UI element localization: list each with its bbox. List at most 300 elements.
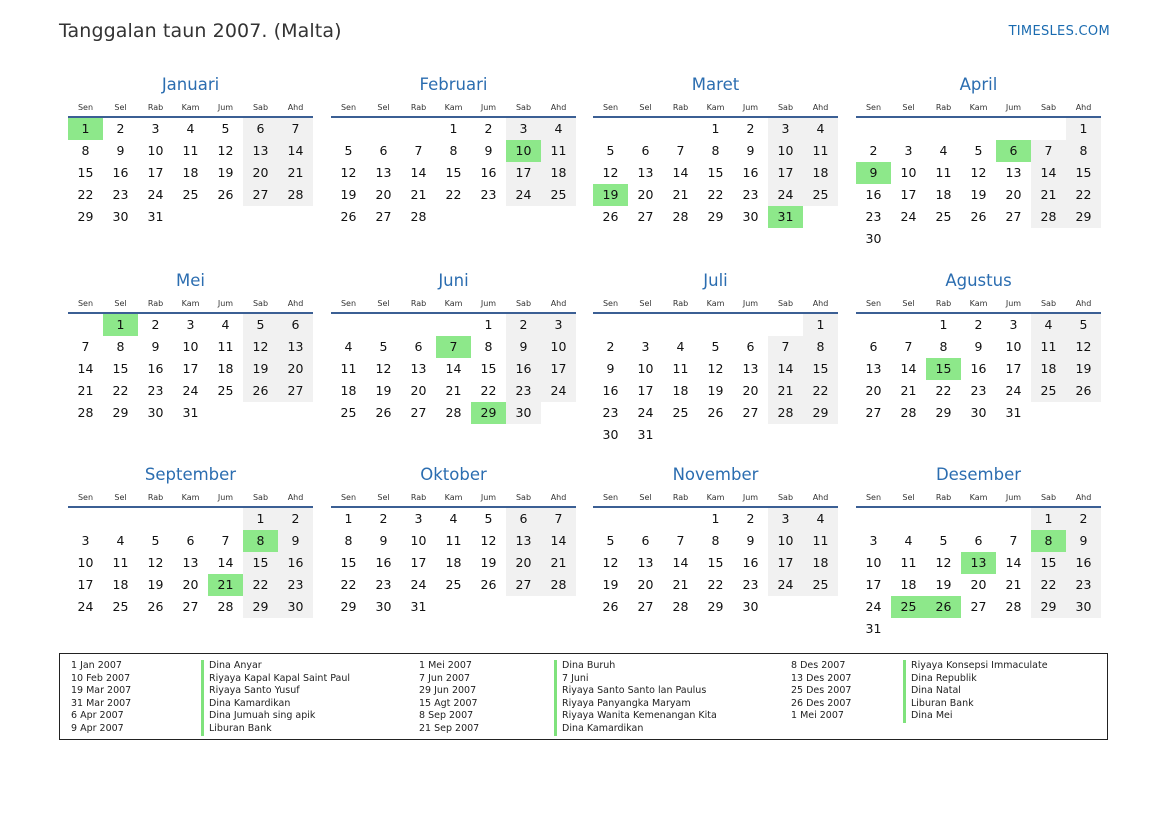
month-title: Januari	[161, 75, 220, 94]
month-title: April	[959, 75, 998, 94]
day-cell: 19	[602, 577, 619, 592]
day-cell: 11	[900, 555, 917, 570]
day-cell: 30	[375, 599, 392, 614]
weekend-day-cell: 24	[768, 184, 803, 206]
day-cell: 8	[711, 143, 720, 158]
day-cell: 24	[182, 383, 199, 398]
day-cell: 26	[147, 599, 164, 614]
day-cell: 18	[112, 577, 129, 592]
weekday-header	[856, 489, 1101, 508]
holiday-list	[59, 653, 1108, 740]
day-cell: 20	[410, 383, 427, 398]
holiday-name: Dina Republik	[903, 673, 1048, 686]
day-cell: 21	[672, 187, 689, 202]
month-agustus	[856, 270, 1101, 424]
day-grid	[331, 314, 576, 424]
holiday-name: Liburan Bank	[201, 723, 350, 736]
empty-cell	[698, 314, 733, 336]
weekday-label: Ahd	[812, 299, 829, 308]
weekend-day-cell: 30	[506, 402, 541, 424]
day-cell: 26	[217, 187, 234, 202]
weekend-day-cell: 22	[243, 574, 278, 596]
weekday-label: Sab	[252, 493, 269, 502]
day-cell: 10	[1005, 339, 1022, 354]
holiday-name: Liburan Bank	[903, 698, 1048, 711]
weekday-label: Sen	[340, 493, 357, 502]
empty-cell	[138, 508, 173, 530]
weekday-label: Sen	[865, 103, 882, 112]
day-cell: 31	[182, 405, 199, 420]
day-cell: 10	[77, 555, 94, 570]
weekend-day-cell: 7	[768, 336, 803, 358]
day-cell: 30	[742, 599, 759, 614]
weekday-label: Sen	[77, 493, 94, 502]
empty-cell	[996, 118, 1031, 140]
weekday-label: Rab	[147, 299, 164, 308]
day-cell: 21	[445, 383, 462, 398]
weekday-label: Sen	[865, 299, 882, 308]
holiday-day-cell: 25	[891, 596, 926, 618]
weekday-label: Ahd	[1075, 299, 1092, 308]
weekend-day-cell: 1	[803, 314, 838, 336]
day-cell: 19	[340, 187, 357, 202]
weekend-day-cell: 18	[803, 552, 838, 574]
day-cell: 28	[77, 405, 94, 420]
holiday-day-cell: 31	[768, 206, 803, 228]
day-cell: 4	[221, 317, 230, 332]
weekend-day-cell: 2	[278, 508, 313, 530]
holiday-date: 1 Jan 2007	[71, 660, 122, 671]
day-cell: 23	[970, 383, 987, 398]
month-oktober	[331, 464, 576, 618]
day-cell: 15	[445, 165, 462, 180]
month-title: Oktober	[420, 465, 487, 484]
day-cell: 6	[186, 533, 195, 548]
day-cell: 14	[410, 165, 427, 180]
weekend-day-cell: 13	[243, 140, 278, 162]
holiday-dates-column-2	[419, 660, 479, 736]
weekday-label: Sen	[602, 493, 619, 502]
day-cell: 2	[746, 121, 755, 136]
day-cell: 3	[869, 533, 878, 548]
weekday-header	[856, 99, 1101, 118]
day-cell: 1	[711, 121, 720, 136]
weekend-day-cell: 27	[506, 574, 541, 596]
weekend-day-cell: 21	[541, 552, 576, 574]
day-cell: 9	[379, 533, 388, 548]
day-cell: 28	[445, 405, 462, 420]
weekend-day-cell: 29	[803, 402, 838, 424]
weekend-day-cell: 27	[243, 184, 278, 206]
day-cell: 11	[112, 555, 129, 570]
empty-cell	[401, 118, 436, 140]
weekday-label: Sel	[114, 103, 127, 112]
holiday-date: 26 Des 2007	[791, 697, 852, 709]
weekday-label: Sel	[377, 103, 390, 112]
day-cell: 24	[147, 187, 164, 202]
weekday-label: Sen	[340, 103, 357, 112]
day-cell: 5	[221, 121, 230, 136]
empty-cell	[996, 508, 1031, 530]
holiday-dates-column-1	[71, 660, 131, 736]
day-cell: 15	[707, 555, 724, 570]
holiday-name: Riyaya Santo Santo lan Paulus	[554, 685, 717, 698]
weekday-label: Sel	[902, 103, 915, 112]
day-grid	[331, 118, 576, 228]
day-cell: 29	[707, 599, 724, 614]
weekday-label: Sab	[1040, 299, 1057, 308]
holiday-day-cell: 15	[926, 358, 961, 380]
weekend-day-cell: 27	[278, 380, 313, 402]
weekday-label: Rab	[410, 493, 427, 502]
day-cell: 1	[449, 121, 458, 136]
day-cell: 15	[707, 165, 724, 180]
empty-cell	[208, 508, 243, 530]
weekend-day-cell: 5	[243, 314, 278, 336]
empty-cell	[961, 508, 996, 530]
weekend-day-cell: 29	[1031, 596, 1066, 618]
empty-cell	[366, 118, 401, 140]
weekday-label: Sab	[777, 299, 794, 308]
weekday-header	[68, 489, 313, 508]
weekday-label: Jum	[742, 299, 759, 308]
weekend-day-cell: 25	[541, 184, 576, 206]
holiday-day-cell: 8	[1031, 530, 1066, 552]
day-cell: 13	[1005, 165, 1022, 180]
weekend-day-cell: 12	[243, 336, 278, 358]
weekday-label: Rab	[935, 103, 952, 112]
empty-cell	[768, 314, 803, 336]
day-cell: 25	[112, 599, 129, 614]
day-cell: 24	[865, 599, 882, 614]
weekday-label: Kam	[969, 299, 988, 308]
weekend-day-cell: 19	[1066, 358, 1101, 380]
brand-link[interactable]: TIMESLES.COM	[1008, 24, 1110, 39]
day-grid	[593, 118, 838, 228]
day-cell: 12	[375, 361, 392, 376]
weekday-label: Sab	[515, 103, 532, 112]
weekend-day-cell: 15	[1066, 162, 1101, 184]
month-title: Agustus	[945, 271, 1012, 290]
holiday-name: Dina Mei	[903, 710, 1048, 723]
day-cell: 6	[414, 339, 423, 354]
day-cell: 27	[742, 405, 759, 420]
day-cell: 4	[939, 143, 948, 158]
day-cell: 19	[480, 555, 497, 570]
day-cell: 11	[340, 361, 357, 376]
weekend-day-cell: 25	[1031, 380, 1066, 402]
month-november	[593, 464, 838, 618]
day-cell: 4	[676, 339, 685, 354]
day-cell: 27	[970, 599, 987, 614]
day-cell: 7	[414, 143, 423, 158]
month-mei	[68, 270, 313, 424]
day-cell: 9	[974, 339, 983, 354]
month-title: Maret	[691, 75, 740, 94]
day-cell: 27	[182, 599, 199, 614]
day-cell: 16	[480, 165, 497, 180]
empty-cell	[733, 314, 768, 336]
day-cell: 3	[186, 317, 195, 332]
month-maret	[593, 74, 838, 228]
weekday-label: Jum	[480, 103, 497, 112]
day-cell: 28	[1005, 599, 1022, 614]
day-cell: 11	[935, 165, 952, 180]
weekend-day-cell: 30	[1066, 596, 1101, 618]
day-cell: 7	[904, 339, 913, 354]
weekend-day-cell: 23	[1066, 574, 1101, 596]
holiday-dates-column-3	[791, 660, 851, 723]
weekday-label: Jum	[217, 103, 234, 112]
day-cell: 30	[112, 209, 129, 224]
day-cell: 17	[147, 165, 164, 180]
day-cell: 31	[410, 599, 427, 614]
weekend-day-cell: 17	[768, 552, 803, 574]
day-cell: 27	[637, 209, 654, 224]
weekday-label: Kam	[969, 493, 988, 502]
day-cell: 13	[410, 361, 427, 376]
day-cell: 9	[606, 361, 615, 376]
day-cell: 16	[147, 361, 164, 376]
weekend-day-cell: 7	[1031, 140, 1066, 162]
empty-cell	[856, 118, 891, 140]
day-cell: 24	[77, 599, 94, 614]
empty-cell	[593, 508, 628, 530]
weekday-label: Sen	[602, 103, 619, 112]
day-cell: 8	[484, 339, 493, 354]
month-februari	[331, 74, 576, 228]
weekend-day-cell: 12	[1066, 336, 1101, 358]
day-cell: 14	[672, 165, 689, 180]
holiday-date: 29 Jun 2007	[419, 685, 477, 697]
day-cell: 11	[182, 143, 199, 158]
weekend-day-cell: 6	[278, 314, 313, 336]
weekend-day-cell: 9	[1066, 530, 1101, 552]
day-cell: 14	[445, 361, 462, 376]
holiday-day-cell: 7	[436, 336, 471, 358]
day-cell: 10	[182, 339, 199, 354]
weekend-day-cell: 2	[1066, 508, 1101, 530]
day-cell: 18	[217, 361, 234, 376]
day-cell: 2	[746, 511, 755, 526]
day-cell: 1	[939, 317, 948, 332]
day-cell: 11	[217, 339, 234, 354]
weekend-day-cell: 6	[506, 508, 541, 530]
day-cell: 16	[970, 361, 987, 376]
day-cell: 28	[410, 209, 427, 224]
weekend-day-cell: 25	[803, 184, 838, 206]
holiday-date: 31 Mar 2007	[71, 697, 132, 709]
day-cell: 3	[81, 533, 90, 548]
day-cell: 14	[77, 361, 94, 376]
day-cell: 25	[182, 187, 199, 202]
holiday-day-cell: 1	[68, 118, 103, 140]
holiday-name: 7 Juni	[554, 673, 717, 686]
weekday-label: Jum	[217, 299, 234, 308]
day-cell: 17	[182, 361, 199, 376]
weekday-label: Kam	[706, 493, 725, 502]
empty-cell	[401, 314, 436, 336]
weekend-day-cell: 16	[278, 552, 313, 574]
weekend-day-cell: 10	[768, 140, 803, 162]
weekend-day-cell: 22	[803, 380, 838, 402]
weekend-day-cell: 13	[278, 336, 313, 358]
day-cell: 15	[112, 361, 129, 376]
month-title: November	[672, 465, 759, 484]
day-cell: 5	[606, 143, 615, 158]
weekday-header	[593, 295, 838, 314]
weekend-day-cell: 21	[1031, 184, 1066, 206]
weekend-day-cell: 14	[278, 140, 313, 162]
weekday-label: Sen	[865, 493, 882, 502]
day-cell: 12	[480, 533, 497, 548]
day-cell: 22	[77, 187, 94, 202]
day-cell: 13	[742, 361, 759, 376]
month-title: Juni	[438, 271, 469, 290]
holiday-day-cell: 19	[593, 184, 628, 206]
day-cell: 31	[1005, 405, 1022, 420]
weekend-day-cell: 24	[768, 574, 803, 596]
day-cell: 7	[676, 143, 685, 158]
day-cell: 5	[379, 339, 388, 354]
day-cell: 24	[900, 209, 917, 224]
day-cell: 5	[711, 339, 720, 354]
day-cell: 12	[340, 165, 357, 180]
day-cell: 22	[340, 577, 357, 592]
weekend-day-cell: 11	[803, 530, 838, 552]
day-cell: 8	[711, 533, 720, 548]
day-cell: 10	[637, 361, 654, 376]
day-cell: 8	[81, 143, 90, 158]
weekday-label: Sel	[114, 493, 127, 502]
holiday-date: 1 Mei 2007	[791, 710, 844, 722]
day-cell: 23	[602, 405, 619, 420]
day-cell: 21	[77, 383, 94, 398]
weekday-label: Sel	[377, 493, 390, 502]
weekend-day-cell: 18	[803, 162, 838, 184]
day-cell: 12	[147, 555, 164, 570]
weekend-day-cell: 13	[506, 530, 541, 552]
weekday-label: Rab	[672, 299, 689, 308]
weekday-label: Sab	[1040, 493, 1057, 502]
day-cell: 4	[449, 511, 458, 526]
weekend-day-cell: 1	[243, 508, 278, 530]
day-cell: 30	[865, 231, 882, 246]
day-cell: 16	[742, 555, 759, 570]
day-cell: 26	[707, 405, 724, 420]
month-desember	[856, 464, 1101, 640]
weekday-label: Rab	[672, 103, 689, 112]
holiday-date: 8 Sep 2007	[419, 710, 474, 722]
weekday-label: Sab	[1040, 103, 1057, 112]
weekend-day-cell: 20	[506, 552, 541, 574]
holiday-date: 9 Apr 2007	[71, 722, 124, 734]
holiday-name: Riyaya Wanita Kemenangan Kita	[554, 710, 717, 723]
weekend-day-cell: 26	[1066, 380, 1101, 402]
day-cell: 22	[935, 383, 952, 398]
weekend-day-cell: 11	[541, 140, 576, 162]
month-title: Desember	[935, 465, 1022, 484]
day-cell: 15	[77, 165, 94, 180]
day-cell: 8	[449, 143, 458, 158]
weekend-day-cell: 6	[243, 118, 278, 140]
weekend-day-cell: 9	[506, 336, 541, 358]
day-cell: 26	[375, 405, 392, 420]
holiday-name: Dina Kamardikan	[201, 698, 350, 711]
day-cell: 31	[865, 621, 882, 636]
weekend-day-cell: 14	[1031, 162, 1066, 184]
weekday-label: Rab	[935, 299, 952, 308]
day-cell: 22	[480, 383, 497, 398]
day-cell: 4	[186, 121, 195, 136]
empty-cell	[103, 508, 138, 530]
holiday-name: Dina Anyar	[201, 660, 350, 673]
day-cell: 29	[707, 209, 724, 224]
day-cell: 25	[672, 405, 689, 420]
day-cell: 3	[904, 143, 913, 158]
empty-cell	[68, 508, 103, 530]
weekday-label: Sab	[777, 103, 794, 112]
day-cell: 7	[676, 533, 685, 548]
day-cell: 18	[445, 555, 462, 570]
day-cell: 26	[970, 209, 987, 224]
holiday-name: Riyaya Panyangka Maryam	[554, 698, 717, 711]
holiday-name: Riyaya Konsepsi Immaculate	[903, 660, 1048, 673]
day-cell: 23	[865, 209, 882, 224]
day-cell: 17	[1005, 361, 1022, 376]
weekend-day-cell: 20	[278, 358, 313, 380]
weekend-day-cell: 1	[1066, 118, 1101, 140]
day-cell: 30	[970, 405, 987, 420]
empty-cell	[593, 314, 628, 336]
day-cell: 9	[746, 533, 755, 548]
weekend-day-cell: 3	[506, 118, 541, 140]
weekday-label: Ahd	[1075, 103, 1092, 112]
holiday-date: 19 Mar 2007	[71, 685, 132, 697]
day-cell: 21	[1005, 577, 1022, 592]
day-cell: 31	[637, 427, 654, 442]
weekend-day-cell: 17	[541, 358, 576, 380]
day-cell: 2	[484, 121, 493, 136]
weekend-day-cell: 15	[243, 552, 278, 574]
day-cell: 28	[672, 599, 689, 614]
empty-cell	[856, 508, 891, 530]
day-cell: 7	[221, 533, 230, 548]
holiday-day-cell: 13	[961, 552, 996, 574]
weekday-label: Ahd	[287, 493, 304, 502]
day-cell: 30	[602, 427, 619, 442]
day-cell: 20	[742, 383, 759, 398]
weekend-day-cell: 28	[1031, 206, 1066, 228]
day-cell: 27	[375, 209, 392, 224]
empty-cell	[331, 314, 366, 336]
day-cell: 27	[410, 405, 427, 420]
day-cell: 14	[217, 555, 234, 570]
day-cell: 6	[974, 533, 983, 548]
empty-cell	[891, 118, 926, 140]
month-title: Juli	[703, 271, 728, 290]
day-cell: 4	[116, 533, 125, 548]
day-cell: 19	[375, 383, 392, 398]
day-cell: 22	[707, 187, 724, 202]
day-cell: 20	[637, 577, 654, 592]
day-cell: 8	[939, 339, 948, 354]
day-cell: 6	[641, 533, 650, 548]
day-cell: 22	[112, 383, 129, 398]
weekday-label: Rab	[410, 299, 427, 308]
day-grid	[593, 508, 838, 618]
day-grid	[68, 508, 313, 618]
